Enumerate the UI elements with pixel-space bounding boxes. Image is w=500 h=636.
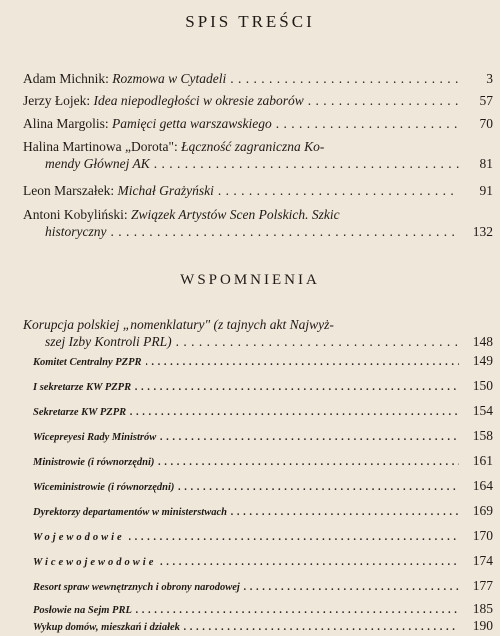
item-title: Komitet Centralny PZPR [33,357,142,368]
page-number: 170 [472,528,493,543]
memoir-item [33,377,493,396]
item-title: Posłowie na Sejm PRL [33,605,132,616]
memoir-main-entry [23,316,493,350]
item-title: Wicepreyesi Rady Ministrów [33,432,157,443]
page-number: 149 [472,353,493,368]
page-number: 81 [479,156,493,171]
memoir-item [33,577,493,596]
page-number: 57 [479,93,493,108]
title: Korupcja polskiej „nomenklatury" (z tajnych akt Najwyż- [23,317,334,332]
page-number: 174 [472,553,493,568]
toc-entry [23,206,493,240]
item-title: I sekretarze KW PZPR [33,382,132,393]
toc-entry [23,70,493,87]
memoir-item [33,452,493,471]
memoir-item [33,617,493,636]
memoir-item [33,477,493,496]
memoir-item [33,552,493,571]
memoir-item [33,352,493,371]
page-number: 158 [472,428,493,443]
item-title: Sekretarze KW PZPR [33,407,127,418]
item-title: Wiceministrowie (i równorzędni) [33,482,175,493]
toc-entry [23,182,493,199]
item-title: Dyrektorzy departamentów w ministerstwach [33,507,227,518]
page-number: 3 [486,71,493,86]
item-title: Wykup domów, mieszkań i działek [33,622,180,633]
page-number: 185 [472,601,493,616]
memoir-item [33,427,493,446]
toc-entry [23,138,493,172]
page-number: 164 [472,478,493,493]
page-number: 70 [479,116,493,131]
author: Antoni Kobyliński: [23,207,128,222]
page-number: 161 [472,453,493,468]
author: Leon Marszałek: [23,183,115,198]
memoir-item [33,502,493,521]
toc-entry [23,115,493,132]
page-number: 148 [472,334,493,349]
title: Łączność zagraniczna Ko- [181,139,325,154]
page-number: 132 [472,224,493,239]
page-number: 150 [472,378,493,393]
memoir-item [33,402,493,421]
title-continued: historyczny [45,224,107,239]
title-continued: mendy Głównej AK [45,156,150,171]
author: Adam Michnik: [23,71,109,86]
page-number: 169 [472,503,493,518]
item-title: Ministrowie (i równorzędni) [33,457,155,468]
item-title: Wicewojewodowie [33,557,157,568]
title: Rozmowa w Cytadeli [112,71,227,86]
toc-heading: SPIS TREŚCI [185,12,315,31]
item-title: Resort spraw wewnętrznych i obrony narodowej [33,582,240,593]
toc-entry [23,92,493,109]
page-number: 91 [479,183,493,198]
title: Michał Grażyński [117,183,214,198]
author: Alina Margolis: [23,116,109,131]
page-number: 190 [472,618,493,633]
item-title: Wojewodowie [33,532,125,543]
page-number: 154 [472,403,493,418]
title: Idea niepodległości w okresie zaborów [93,93,304,108]
author: Halina Martinowa „Dorota": [23,139,178,154]
author: Jerzy Łojek: [23,93,91,108]
page-number: 177 [472,578,493,593]
memoir-item [33,527,493,546]
memoirs-heading: WSPOMNIENIA [180,272,320,288]
title: Pamięci getta warszawskiego [112,116,272,131]
title-continued: szej Izby Kontroli PRL) [45,334,172,349]
title: Związek Artystów Scen Polskich. Szkic [131,207,340,222]
